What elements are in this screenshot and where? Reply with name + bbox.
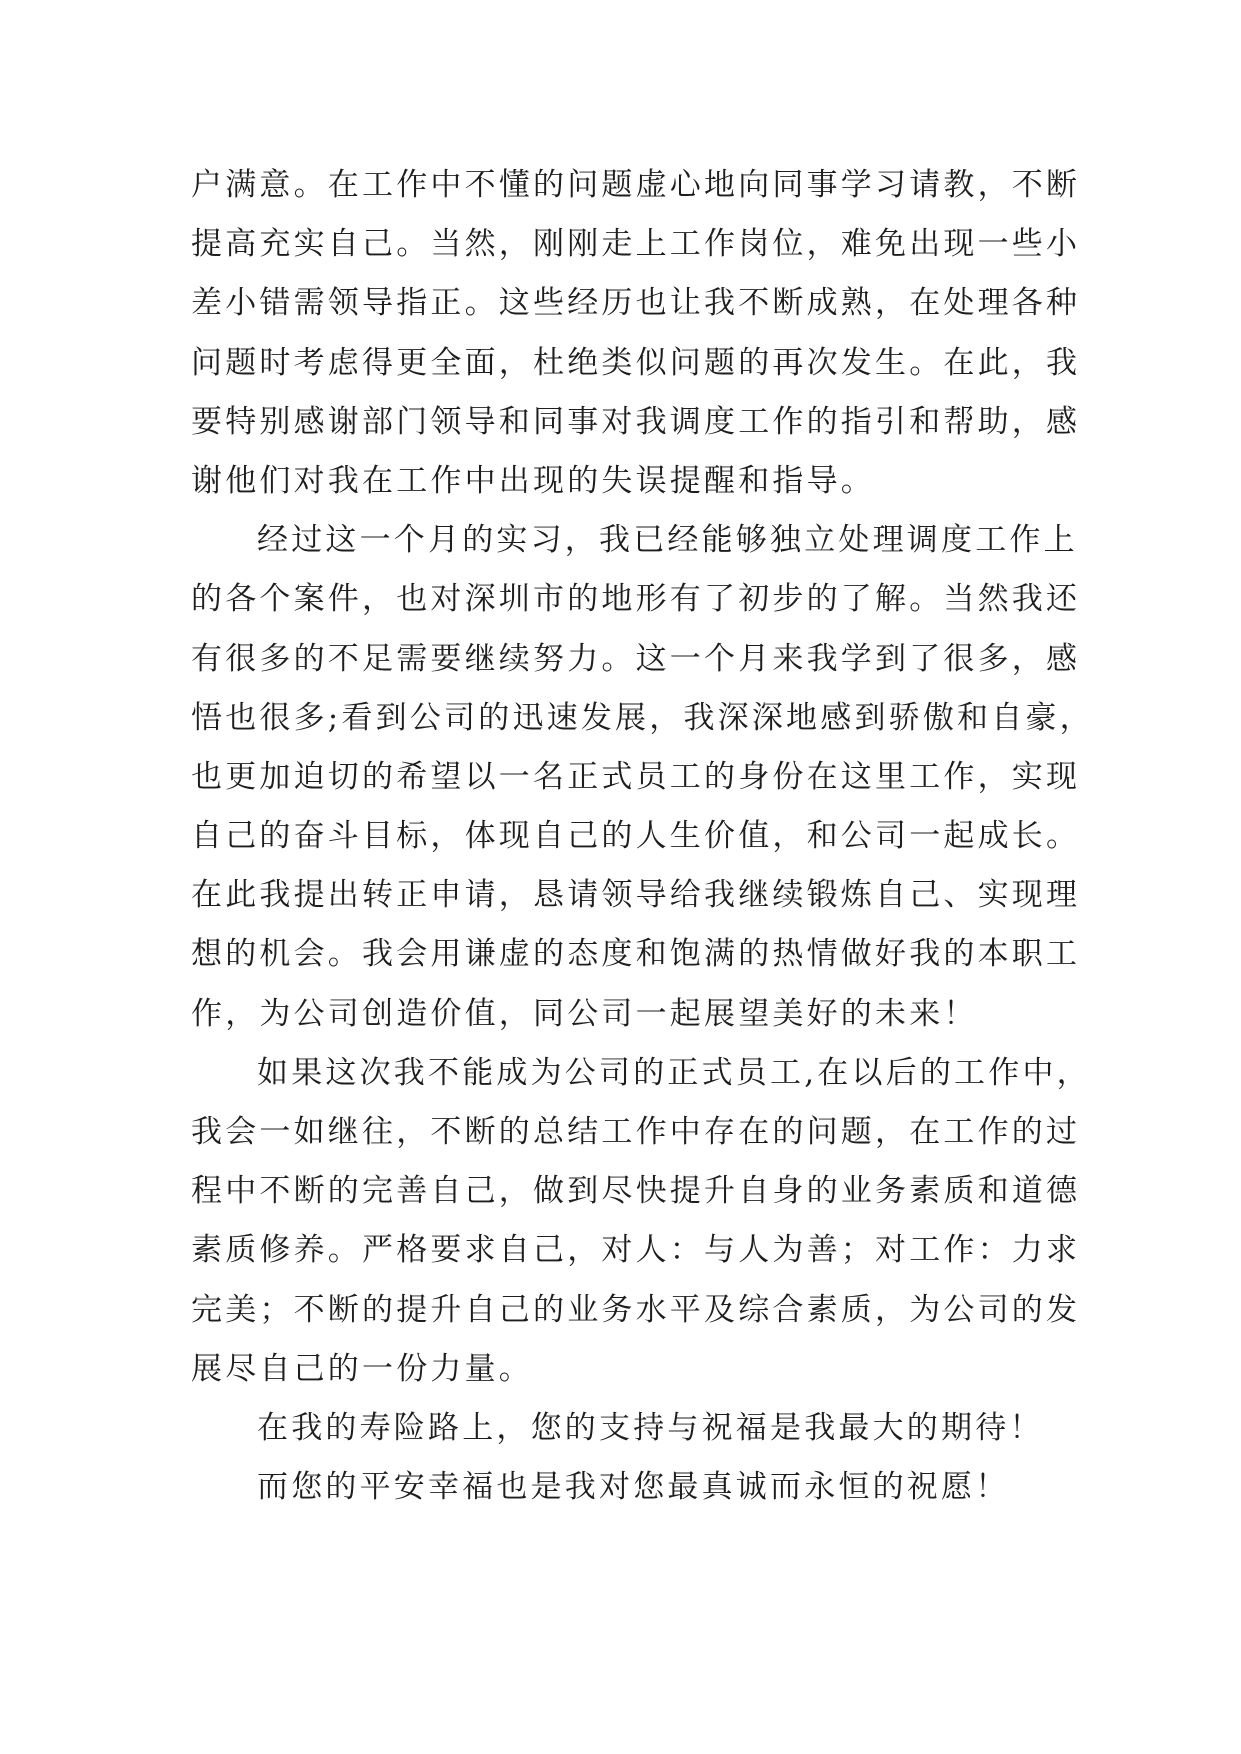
text-line: 程中不断的完善自己，做到尽快提升自身的业务素质和道德 (191, 1173, 1081, 1210)
text-line: 也更加迫切的希望以一名正式员工的身份在这里工作，实现 (191, 758, 1081, 795)
text-line: 在我的寿险路上，您的支持与祝福是我最大的期待！ (257, 1409, 1044, 1446)
text-line: 差小错需领导指正。这些经历也让我不断成熟，在处理各种 (191, 285, 1081, 322)
text-line: 要特别感谢部门领导和同事对我调度工作的指引和帮助，感 (191, 403, 1081, 440)
text-line: 想的机会。我会用谦虚的态度和饱满的热情做好我的本职工 (191, 936, 1081, 973)
text-line: 悟也很多;看到公司的迅速发展，我深深地感到骄傲和自豪， (191, 699, 1094, 736)
text-line: 而您的平安幸福也是我对您最真诚而永恒的祝愿！ (257, 1469, 1010, 1506)
text-line: 我会一如继往，不断的总结工作中存在的问题，在工作的过 (191, 1114, 1081, 1150)
text-line: 完美；不断的提升自己的业务水平及综合素质，为公司的发 (191, 1291, 1081, 1328)
text-line: 谢他们对我在工作中出现的失误提醒和指导。 (191, 462, 875, 499)
text-line: 问题时考虑得更全面，杜绝类似问题的再次发生。在此，我 (191, 344, 1081, 381)
text-line: 素质修养。严格要求自己，对人：与人为善；对工作：力求 (191, 1232, 1081, 1269)
text-line: 作，为公司创造价值，同公司一起展望美好的未来！ (191, 995, 978, 1032)
text-line: 有很多的不足需要继续努力。这一个月来我学到了很多，感 (191, 640, 1081, 677)
text-line: 的各个案件，也对深圳市的地形有了初步的了解。当然我还 (191, 581, 1081, 618)
document-body (191, 156, 1094, 1517)
text-line: 经过这一个月的实习，我已经能够独立处理调度工作上 (257, 522, 1078, 559)
text-line: 户满意。在工作中不懂的问题虚心地向同事学习请教，不断 (191, 167, 1081, 203)
text-line: 在此我提出转正申请，恳请领导给我继续锻炼自己、实现理 (191, 877, 1081, 914)
text-line: 自己的奋斗目标，体现自己的人生价值，和公司一起成长。 (191, 818, 1081, 855)
text-line: 提高充实自己。当然，刚刚走上工作岗位，难免出现一些小 (191, 226, 1081, 263)
text-line: 展尽自己的一份力量。 (191, 1350, 533, 1387)
text-line: 如果这次我不能成为公司的正式员工,在以后的工作中， (257, 1054, 1091, 1091)
